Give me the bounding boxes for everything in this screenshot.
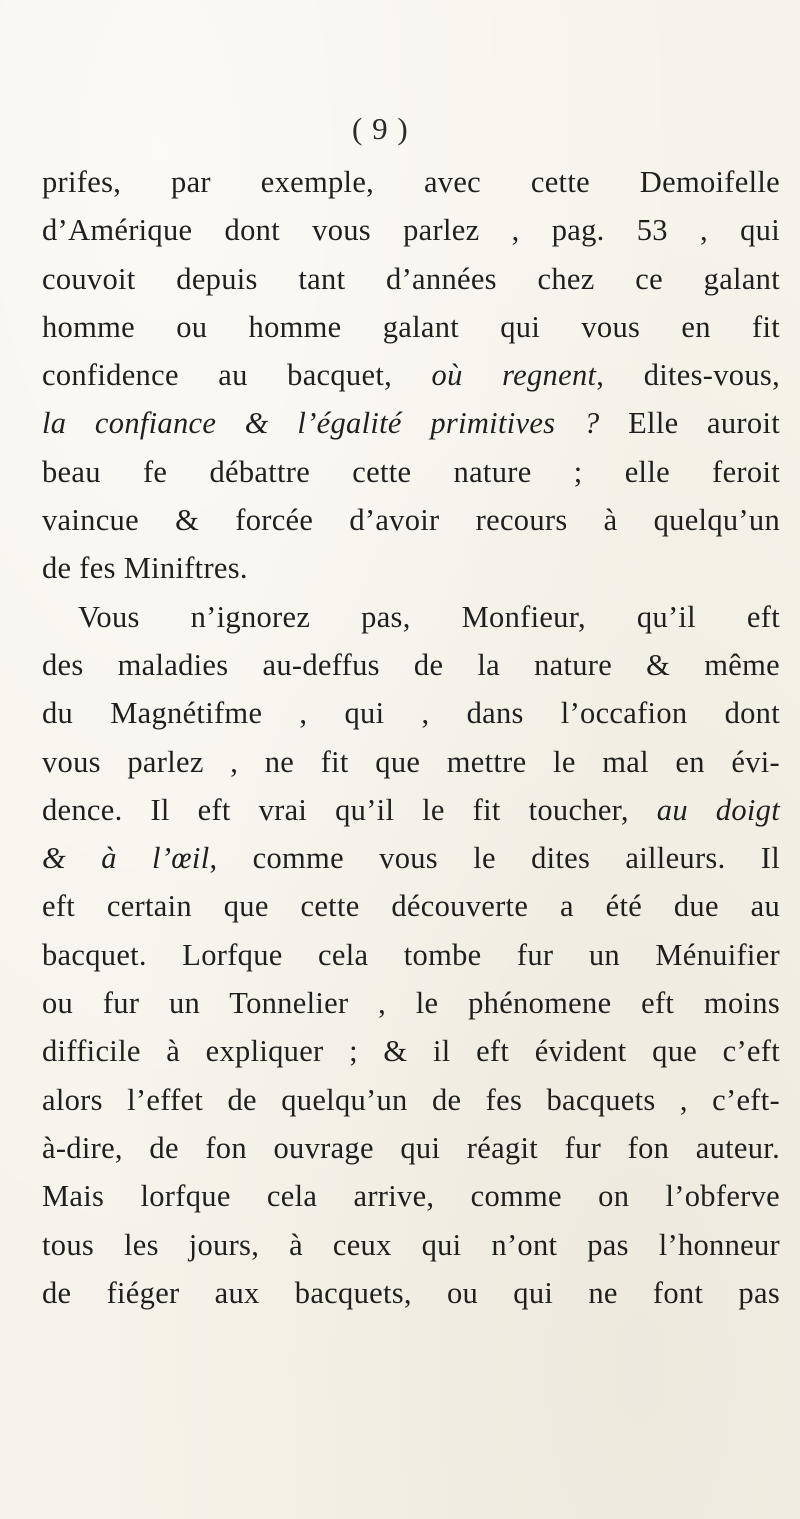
text-line bbox=[42, 544, 780, 592]
text-segment: , comme vous le dites ailleurs. Il bbox=[209, 841, 780, 876]
italic-text: où regnent bbox=[431, 358, 597, 393]
text-line bbox=[42, 1027, 780, 1075]
text-segment: d’Amérique dont vous parlez , pag. 53 , qui bbox=[42, 213, 780, 248]
text-line bbox=[42, 158, 780, 206]
text-segment: des maladies au-deffus de la nature & même bbox=[42, 647, 780, 682]
text-segment: confidence au bacquet, bbox=[42, 358, 432, 393]
text-segment: couvoit depuis tant d’années chez ce galant bbox=[42, 261, 780, 296]
text-line bbox=[42, 1172, 780, 1220]
text-line bbox=[42, 448, 780, 496]
text-segment: Vous n’ignorez pas, Monfieur, qu’il eft bbox=[78, 599, 780, 634]
text-line bbox=[42, 255, 780, 303]
text-line bbox=[42, 689, 780, 737]
text-segment: alors l’effet de quelqu’un de fes bacquets , c’eft- bbox=[42, 1082, 780, 1117]
text-segment: beau fe débattre cette nature ; elle feroit bbox=[42, 454, 780, 489]
text-line bbox=[42, 399, 780, 447]
text-line bbox=[42, 641, 780, 689]
text-segment: de fiéger aux bacquets, ou qui ne font pas bbox=[42, 1275, 780, 1310]
text-segment: du Magnétifme , qui , dans l’occafion dont bbox=[42, 696, 780, 731]
text-segment: ou fur un Tonnelier , le phénomene eft moins bbox=[42, 986, 780, 1021]
text-segment: à-dire, de fon ouvrage qui réagit fur fon auteur. bbox=[42, 1130, 780, 1165]
text-line bbox=[42, 882, 780, 930]
text-segment: , dites-vous, bbox=[596, 358, 780, 393]
text-line bbox=[42, 351, 780, 399]
text-segment: Mais lorfque cela arrive, comme on l’obferve bbox=[42, 1179, 780, 1214]
text-segment: de fes Miniftres. bbox=[42, 551, 248, 586]
text-line bbox=[42, 1124, 780, 1172]
text-line bbox=[42, 303, 780, 351]
text-line bbox=[42, 979, 780, 1027]
text-segment: eft certain que cette découverte a été due au bbox=[42, 889, 780, 924]
text-line bbox=[42, 1269, 780, 1317]
text-segment: difficile à expliquer ; & il eft évident que c’eft bbox=[42, 1034, 780, 1069]
text-line bbox=[42, 738, 780, 786]
italic-text: la confiance & l’égalité primitives ? bbox=[42, 406, 600, 441]
text-segment: Elle auroit bbox=[599, 406, 780, 441]
text-segment: dence. Il eft vrai qu’il le fit toucher, bbox=[42, 792, 657, 827]
text-line bbox=[42, 1221, 780, 1269]
text-segment: prifes, par exemple, avec cette Demoifelle bbox=[42, 165, 780, 199]
text-line bbox=[42, 786, 780, 834]
text-segment: homme ou homme galant qui vous en fit bbox=[42, 309, 780, 344]
body-text bbox=[42, 158, 780, 1317]
text-segment: vaincue & forcée d’avoir recours à quelqu’un bbox=[42, 503, 780, 538]
text-line bbox=[42, 834, 780, 882]
page-number: ( 9 ) bbox=[352, 111, 409, 146]
text-segment: vous parlez , ne fit que mettre le mal en évi- bbox=[42, 744, 780, 779]
text-line bbox=[42, 593, 780, 641]
text-line bbox=[42, 496, 780, 544]
text-segment: bacquet. Lorfque cela tombe fur un Ménuifier bbox=[42, 937, 780, 972]
text-segment: tous les jours, à ceux qui n’ont pas l’honneur bbox=[42, 1227, 780, 1262]
text-line bbox=[42, 931, 780, 979]
italic-text: au doigt bbox=[656, 792, 780, 827]
italic-text: & à l’œil bbox=[42, 841, 210, 876]
text-line bbox=[42, 206, 780, 254]
text-line bbox=[42, 1076, 780, 1124]
